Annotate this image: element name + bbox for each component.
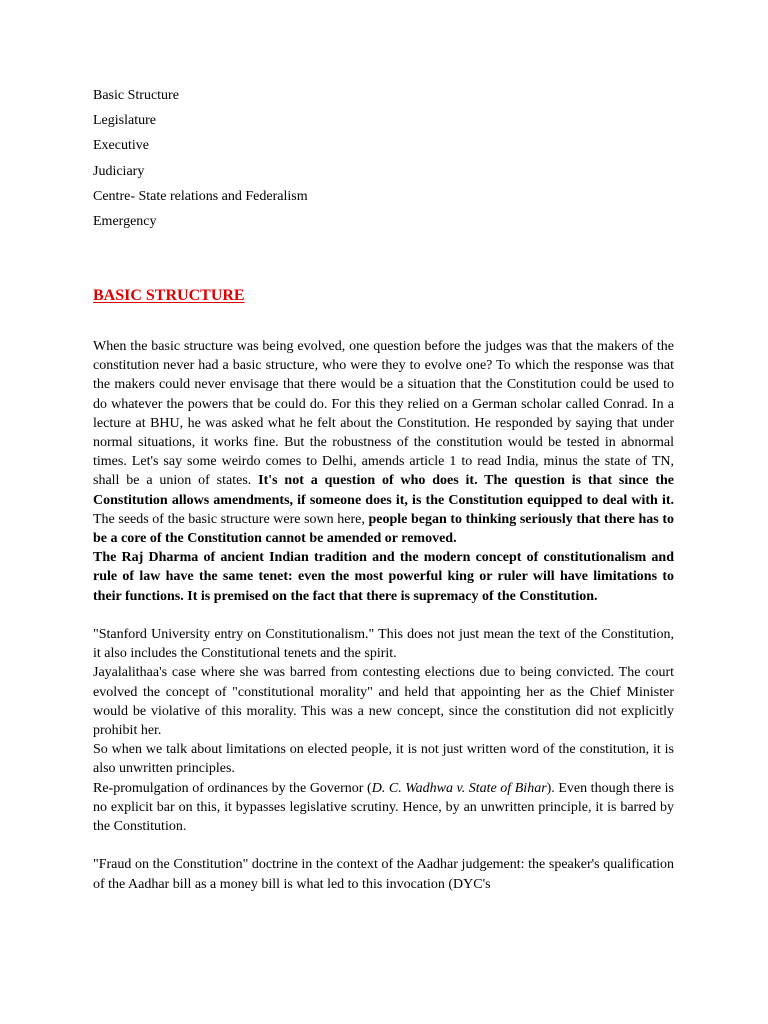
paragraph-repromulgation: Re-promulgation of ordinances by the Governor (D. C. Wadhwa v. State of Bihar). Even though there is no explicit bar on this, it bypasses legislative scrutiny. Hence, by an unwritten principle, it is barred by the Constitution. — [93, 780, 674, 835]
paragraph-basic-structure-origin: When the basic structure was being evolved, one question before the judges was that the makers of the constitution never had a basic structure, who were they to evolve one? To which the response was that the makers could never envisage that there would be a situation that the Constitution could be used to do whatever the powers that be could do. For this they relied on a German scholar called Conrad. In a lecture at BHU, he was asked what he felt about the Constitution. He responded by saying that under normal situations, it works fine. But the robustness of the constitution would be tested in abnormal times. Let's say some weirdo comes to Delhi, amends article 1 to read India, minus the state of TN, shall be a union of states. It's not a question of who does it. The question is that since the Constitution allows amendments, if someone does it, is the Constitution equipped to deal with it. The seeds of the basic structure were sown here, people began to thinking seriously that there has to be a core of the Constitution cannot be amended or removed. — [93, 339, 674, 547]
paragraph-jayalalithaa: Jayalalithaa's case where she was barred from contesting elections due to being convicted. The court evolved the concept of "constitutional morality" and held that appointing her as the Chief Minister would be violative of this morality. This was a new concept, since the constitution did not explicitly prohibit her. — [93, 665, 674, 739]
topic-item: Basic Structure — [93, 88, 179, 103]
topic-item: Centre- State relations and Federalism — [93, 188, 308, 204]
paragraph-fraud-on-constitution: "Fraud on the Constitution" doctrine in the context of the Aadhar judgement: the speaker's qualification of the Aadhar bill as a money bill is what led to this invocation (DYC's — [93, 857, 674, 892]
topic-item: Emergency — [93, 213, 157, 229]
topic-item: Legislature — [93, 113, 156, 129]
paragraph-unwritten-principles: So when we talk about limitations on elected people, it is not just written word of the constitution, it is also unwritten principles. — [93, 742, 674, 777]
paragraph-raj-dharma: The Raj Dharma of ancient Indian tradition and the modern concept of constitutionalism and rule of law have the same tenet: even the most powerful king or ruler will have limitations to their functions. It is premised on the fact that there is supremacy of the Constitution. — [93, 550, 674, 604]
case-citation: D. C. Wadhwa v. State of Bihar — [371, 780, 547, 796]
body-text — [93, 337, 674, 894]
section-heading: BASIC STRUCTURE — [93, 287, 245, 304]
paragraph-stanford: "Stanford University entry on Constitutionalism." This does not just mean the text of the Constitution, it also includes the Constitutional tenets and the spirit. — [93, 627, 674, 662]
topic-item: Executive — [93, 138, 149, 154]
topic-list — [93, 87, 308, 238]
topic-item: Judiciary — [93, 163, 145, 179]
